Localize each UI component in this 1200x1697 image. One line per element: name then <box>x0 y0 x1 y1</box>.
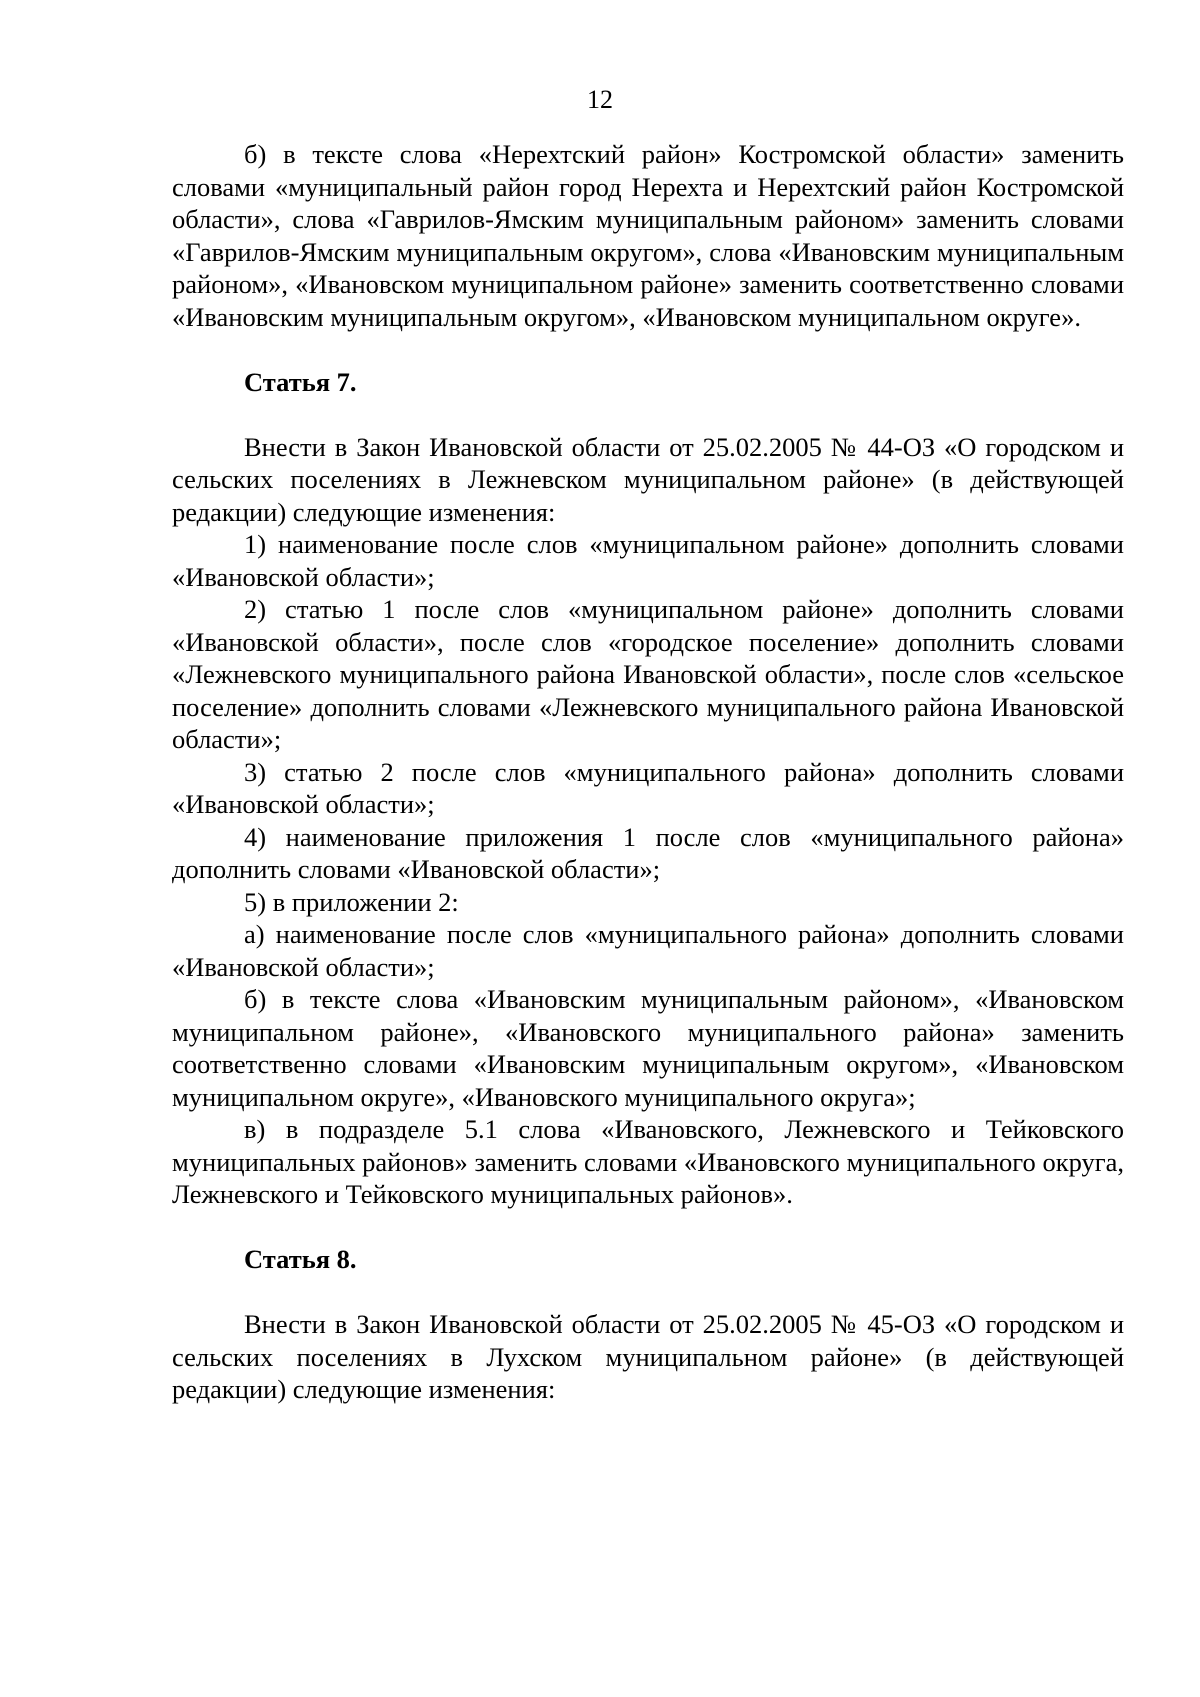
article-7-item-3: 3) статью 2 после слов «муниципального района» дополнить словами «Ивановской области»; <box>172 756 1124 819</box>
article-8-heading: Статья 8. <box>244 1244 357 1274</box>
article-7-item-4: 4) наименование приложения 1 после слов «муниципального района» дополнить словами «Ивановской области»; <box>172 821 1124 884</box>
page-number: 12 <box>587 85 613 114</box>
spacer <box>172 1211 1124 1244</box>
spacer <box>172 1276 1124 1309</box>
spacer <box>172 398 1124 431</box>
article-7-item-1: 1) наименование после слов «муниципальном районе» дополнить словами «Ивановской области»; <box>172 529 1124 592</box>
document-body <box>172 138 1124 1406</box>
article-7-item-5: 5) в приложении 2: <box>244 886 459 917</box>
article-7-item-2: 2) статью 1 после слов «муниципальном районе» дополнить словами «Ивановской области», после слов «городское поселение» дополнить словами «Лежневского муниципального района Ивановской области», после слов «сельское поселение» дополнить словами «Лежневского муниципального района Ивановской области»; <box>172 594 1124 754</box>
article-7-item-5v: в) в подразделе 5.1 слова «Ивановского, Лежневского и Тейковского муниципальных районов» заменить словами «Ивановского муниципального округа, Лежневского и Тейковского муниципальных районов». <box>172 1114 1124 1209</box>
article-8-intro: Внести в Закон Ивановской области от 25.02.2005 № 45-ОЗ «О городском и сельских поселениях в Лухском муниципальном районе» (в действующей редакции) следующие изменения: <box>172 1309 1124 1404</box>
article-7-item-5b: б) в тексте слова «Ивановским муниципальным районом», «Ивановском муниципальном районе», «Ивановского муниципального района» заменить соответственно словами «Ивановским муниципальным округом», «Ивановском муниципальном округе», «Ивановского муниципального округа»; <box>172 984 1124 1112</box>
article-7-intro: Внести в Закон Ивановской области от 25.02.2005 № 44-ОЗ «О городском и сельских поселениях в Лежневском муниципальном районе» (в действующей редакции) следующие изменения: <box>172 431 1124 527</box>
paragraph-b-nerekhta: б) в тексте слова «Нерехтский район» Костромской области» заменить словами «муниципальный район город Нерехта и Нерехтский район Костромской области», слова «Гаврилов-Ямским муниципальным районом» заменить словами «Гаврилов-Ямским муниципальным округом», слова «Ивановским муниципальным районом», «Ивановском муниципальном районе» заменить соответственно словами «Ивановским муниципальным округом», «Ивановском муниципальном округе». <box>172 139 1124 332</box>
spacer <box>172 333 1124 366</box>
article-7-heading: Статья 7. <box>244 366 357 397</box>
article-7-item-5a: а) наименование после слов «муниципального района» дополнить словами «Ивановской области»; <box>172 919 1124 982</box>
